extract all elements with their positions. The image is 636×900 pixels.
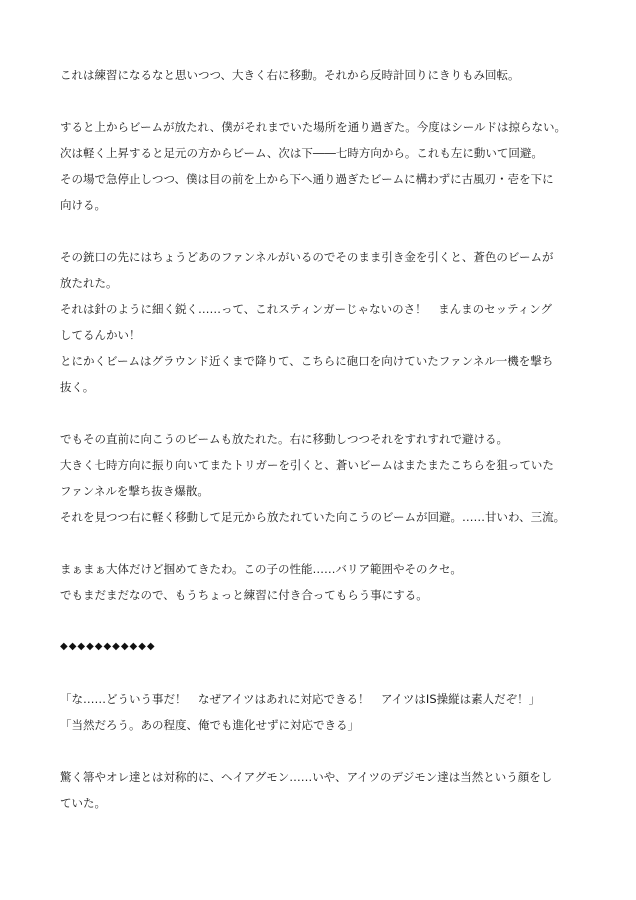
text-line: 放たれた。 <box>60 276 118 290</box>
text-line: それを見つつ右に軽く移動して足元から放たれていた向こうのビームが回避。……甘いわ、三流。 <box>60 510 566 524</box>
text-line: でもまだまだなので、もうちょっと練習に付き合ってもらう事にする。 <box>60 588 428 602</box>
text-line: これは練習になるなと思いつつ、大きく右に移動。それから反時計回りにきりもみ回転。 <box>60 68 520 82</box>
text-line: 大きく七時方向に振り向いてまたトリガーを引くと、蒼いビームはまたまたこちらを狙っていた <box>60 458 554 472</box>
paragraph-gap <box>60 738 636 764</box>
text-line: してるんかい！ <box>60 328 141 342</box>
paragraph-gap <box>60 530 636 556</box>
text-line: ていた。 <box>60 796 106 810</box>
text-line: その銃口の先にはちょうどあのファンネルがいるのでそのまま引き金を引くと、蒼色のビームが <box>60 250 554 264</box>
text-line: まぁまぁ大体だけど掴めてきたわ。この子の性能……バリア範囲やそのクセ。 <box>60 562 462 576</box>
text-line: それは針のように細く鋭く……って、これスティンガーじゃないのさ！ まんまのセッティング <box>60 302 552 316</box>
paragraph-gap <box>60 88 636 114</box>
text-line: とにかくビームはグラウンド近くまで降りて、こちらに砲口を向けていたファンネル一機を撃ち <box>60 354 554 368</box>
text-line: 向ける。 <box>60 198 106 212</box>
text-line: すると上からビームが放たれ、僕がそれまでいた場所を通り過ぎた。今度はシールドは掠らない。 <box>60 120 566 134</box>
text-line: 驚く箒やオレ達とは対称的に、ヘイアグモン……いや、アイツのデジモン達は当然という顔をし <box>60 770 553 784</box>
dialogue-line: 「当然だろう。あの程度、俺でも進化せずに対応できる」 <box>60 718 359 732</box>
dialogue-line: 「な……どういう事だ！ なぜアイツはあれに対応できる！ アイツはIS操縦は素人だぞ！」 <box>60 692 541 706</box>
scene-break-divider: ◆◆◆◆◆◆◆◆◆◆◆ <box>60 641 156 652</box>
paragraph-gap <box>60 400 636 426</box>
text-line: でもその直前に向こうのビームも放たれた。右に移動しつつそれをすれすれで避ける。 <box>60 432 509 446</box>
paragraph-gap <box>60 660 636 686</box>
text-line: 次は軽く上昇すると足元の方からビーム、次は下――七時方向から。これも左に動いて回避。 <box>60 146 543 160</box>
text-line: 抜く。 <box>60 380 95 394</box>
paragraph-gap <box>60 218 636 244</box>
paragraph-gap <box>60 608 636 634</box>
text-line: その場で急停止しつつ、僕は目の前を上から下へ通り過ぎたビームに構わずに古風刃・壱を下に <box>60 172 554 186</box>
text-line: ファンネルを撃ち抜き爆散。 <box>60 484 209 498</box>
